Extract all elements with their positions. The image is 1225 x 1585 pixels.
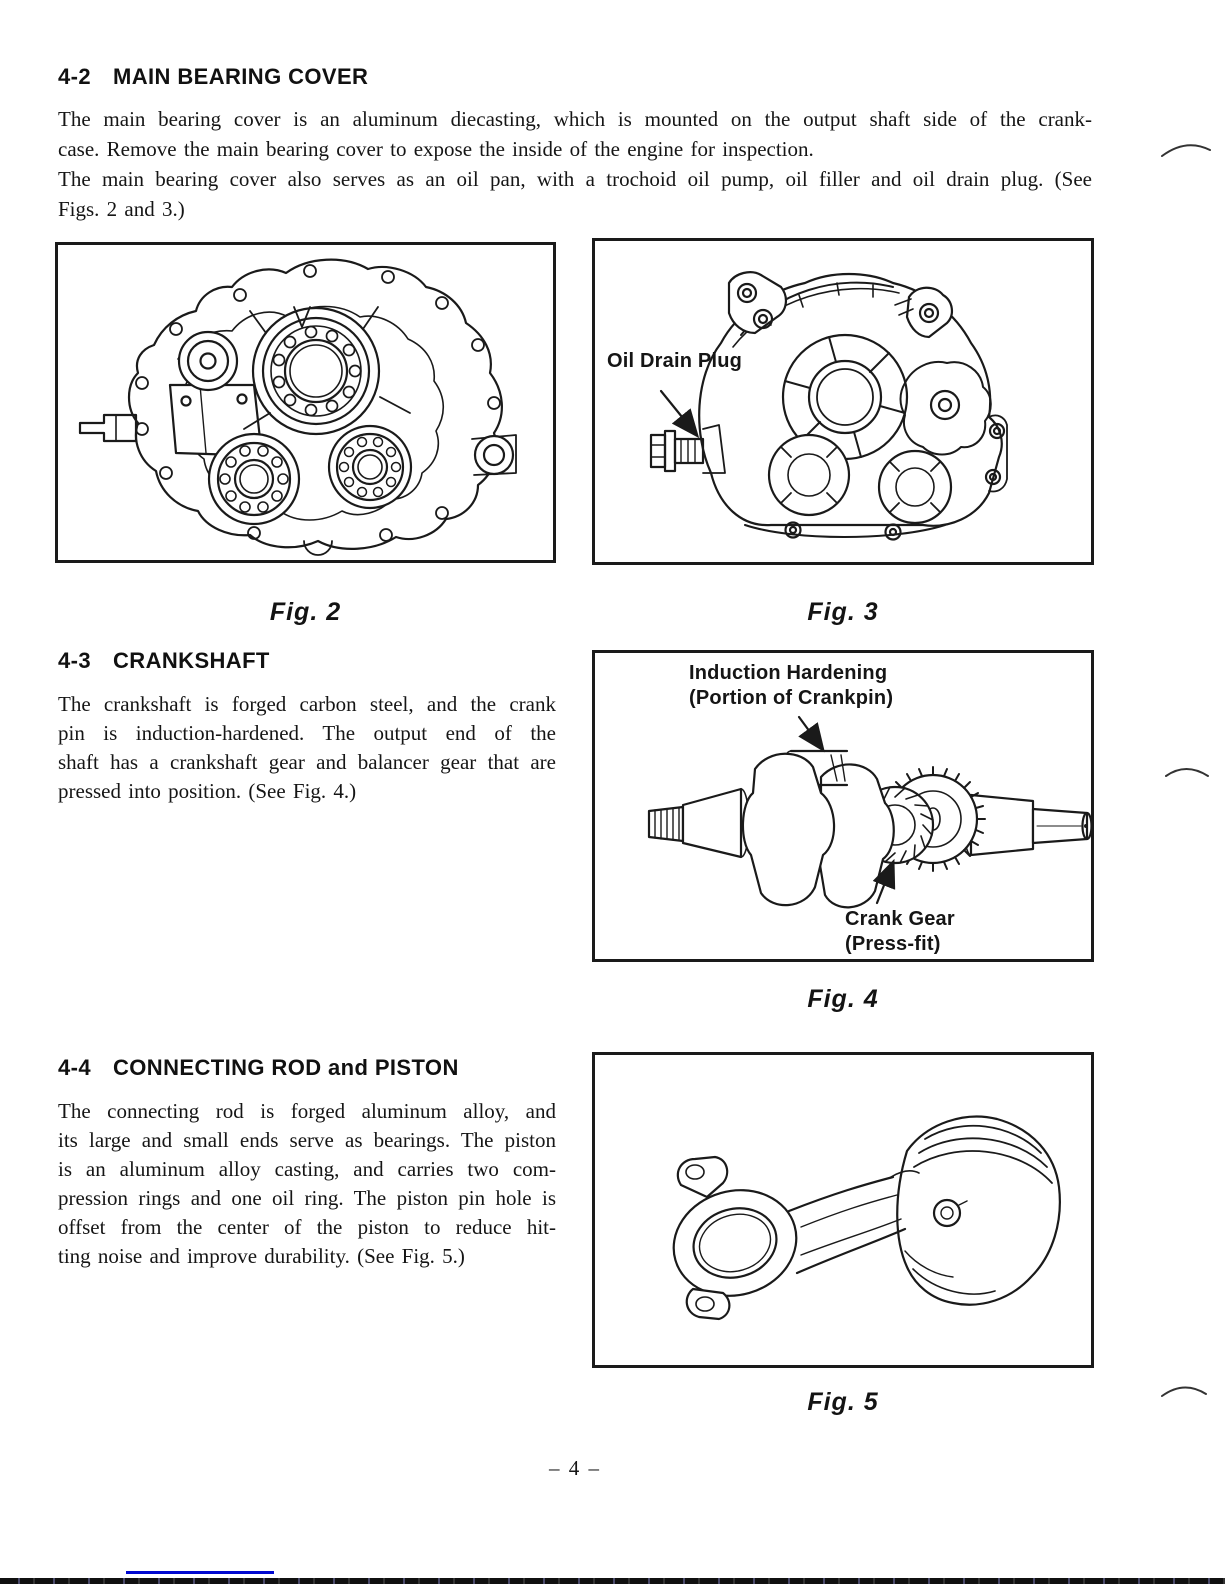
section-heading-4-4 xyxy=(58,1055,459,1081)
main-bearing-cover-inside-drawing xyxy=(58,245,553,560)
section-number: 4-3 xyxy=(58,648,91,673)
figure-2-caption: Fig. 2 xyxy=(269,598,342,626)
text-line: The main bearing cover also serves as an oil pan, with a trochoid oil pump, oil filler and oil drain plug. (See xyxy=(58,167,1092,191)
scan-blue-line-artifact xyxy=(126,1571,274,1574)
text-line: The crankshaft is forged carbon steel, and the crank xyxy=(58,692,556,716)
induction-hardening-arrow xyxy=(799,717,821,747)
text-line: The connecting rod is forged aluminum alloy, and xyxy=(58,1099,556,1123)
figure-3-frame xyxy=(592,238,1094,565)
crank-gear-label-line1: Crank Gear xyxy=(845,908,955,930)
text-line: pressed into position. (See Fig. 4.) xyxy=(58,779,357,803)
page-curl-mark xyxy=(1160,140,1214,162)
section-4-2-paragraph xyxy=(58,104,1092,224)
text-line: ting noise and improve durability. (See Fig. 5.) xyxy=(58,1244,465,1268)
induction-hardening-label-line1: Induction Hardening xyxy=(689,662,888,684)
section-title: CRANKSHAFT xyxy=(113,648,270,673)
main-bearing-cover-outside-drawing xyxy=(595,241,1091,562)
section-number: 4-4 xyxy=(58,1055,91,1080)
page-curl-mark xyxy=(1164,764,1210,784)
text-line: is an aluminum alloy casting, and carries two com- xyxy=(58,1157,556,1181)
section-title: CONNECTING ROD and PISTON xyxy=(113,1055,459,1080)
figure-3-caption: Fig. 3 xyxy=(807,598,879,626)
crank-gear-label-line2: (Press-fit) xyxy=(845,933,941,955)
text-line: offset from the center of the piston to reduce hit- xyxy=(58,1215,556,1239)
page-number: – 4 – xyxy=(549,1456,601,1480)
oil-drain-plug-arrow xyxy=(661,391,695,433)
section-number: 4-2 xyxy=(58,64,91,89)
text-line: shaft has a crankshaft gear and balancer gear that are xyxy=(58,750,556,774)
text-line: pression rings and one oil ring. The piston pin hole is xyxy=(58,1186,556,1210)
text-line: Figs. 2 and 3.) xyxy=(58,197,185,221)
page-curl-mark xyxy=(1160,1382,1208,1402)
section-4-4-paragraph xyxy=(58,1097,556,1271)
section-4-3-paragraph xyxy=(58,690,556,806)
figure-4-frame xyxy=(592,650,1094,962)
text-line: pin is induction-hardened. The output end of the xyxy=(58,721,556,745)
text-line: case. Remove the main bearing cover to expose the inside of the engine for inspection. xyxy=(58,137,814,161)
figure-5-caption: Fig. 5 xyxy=(807,1388,879,1416)
figure-2-frame xyxy=(55,242,556,563)
section-heading-4-3 xyxy=(58,648,270,674)
section-heading-4-2 xyxy=(58,64,368,90)
text-line: The main bearing cover is an aluminum diecasting, which is mounted on the output shaft side of the crank- xyxy=(58,107,1092,131)
figure-4-caption: Fig. 4 xyxy=(807,985,879,1013)
figure-5-frame xyxy=(592,1052,1094,1368)
scan-bottom-edge-artifact xyxy=(0,1578,1225,1584)
section-title: MAIN BEARING COVER xyxy=(113,64,369,89)
oil-drain-plug-label: Oil Drain Plug xyxy=(607,350,743,372)
induction-hardening-label-line2: (Portion of Crankpin) xyxy=(689,687,894,709)
connecting-rod-piston-drawing xyxy=(595,1055,1091,1365)
text-line: its large and small ends serve as bearings. The piston xyxy=(58,1128,556,1152)
